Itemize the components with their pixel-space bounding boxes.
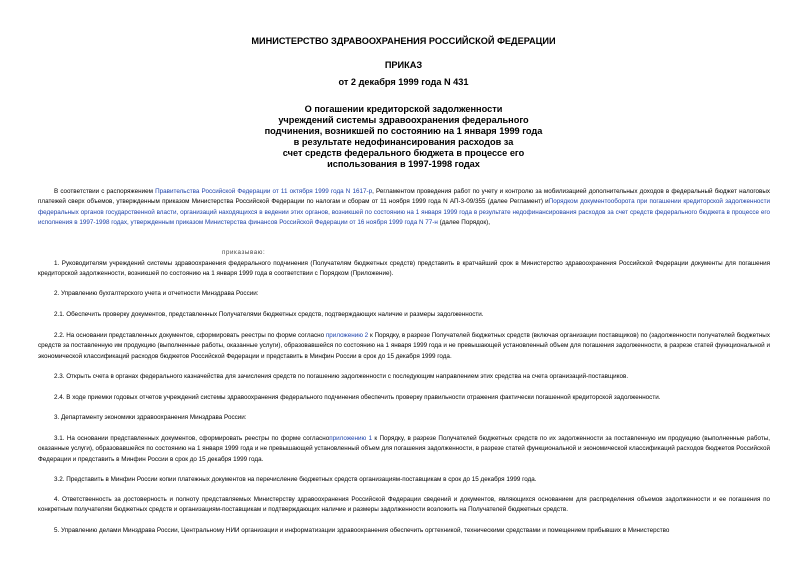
subject-line: счет средств федерального бюджета в процессе его bbox=[282, 148, 525, 158]
paragraph-1: 1. Руководителям учреждений системы здравоохранения федерального подчинения (Получателям бюджетных средств) представить в кратчайший срок в Министерство здравоохранения Российской Федерации документы для погашения кредиторской задолженности, возникшей по состоянию на 1 января 1999 года в соответствии с Порядком (Приложение). bbox=[38, 260, 770, 278]
government-order-link[interactable]: Правительства Российской Федерации от 11 октября 1999 года N 1617-р bbox=[155, 188, 373, 195]
subject-line: подчинения, возникшей по состоянию на 1 января 1999 года bbox=[264, 126, 543, 136]
subject-line: учреждений системы здравоохранения федерального bbox=[278, 115, 529, 125]
subject-line: О погашении кредиторской задолженности bbox=[304, 104, 503, 114]
doc-date-number: от 2 декабря 1999 года N 431 bbox=[338, 77, 469, 87]
appendix-1-link[interactable]: приложению 1 bbox=[329, 435, 373, 442]
paragraph-4: 4. Ответственность за достоверность и полноту представляемых Министерству здравоохранения Российской Федерации сведений и документов, являющихся основанием для распределения объемов задолженности и ее погашения по конкретным получателям бюджетных средств и организациям-поставщикам и подтверждающих наличие и размеры задолженности возложить на Получателей бюджетных средств. bbox=[38, 496, 770, 514]
paragraph-3: 3. Департаменту экономики здравоохранения Минздрава России: bbox=[54, 414, 247, 421]
doc-subject bbox=[0, 104, 807, 170]
paragraph-2-3: 2.3. Открыть счета в органах федерального казначейства для зачисления средств по погашению задолженности с последующим направлением этих средства на счета организаций-поставщиков. bbox=[54, 373, 629, 380]
prikazyvayu-label: приказываю: bbox=[222, 249, 266, 256]
paragraph-2: 2. Управлению бухгалтерского учета и отчетности Минздрава России: bbox=[54, 290, 259, 297]
paragraph-3-1: 3.1. На основании представленных документов, сформировать реестры по форме согласноприложению 1 к Порядку, в разрезе Получателей бюджетных средств по их задолженности за поставленную им продукцию (выполненные работы, оказанные услуги), образовавшейся по состоянию на 1 января 1999 года и не превышающей установленный объем для погашения задолженности, в разрезе статей функциональной и экономической классификаций расходов бюджетов Российской Федерации и представить в Минфин России в срок до 15 декабря 1999 года. bbox=[38, 435, 770, 463]
ministry-title: МИНИСТЕРСТВО ЗДРАВООХРАНЕНИЯ РОССИЙСКОЙ ФЕДЕРАЦИИ bbox=[251, 36, 556, 46]
preamble-paragraph: В соответствии с распоряжением Правительства Российской Федерации от 11 октября 1999 года N 1617-р, Регламентом проведения работ по учету и контролю за мобилизацией дополнительных доходов в федеральный бюджет налоговых платежей сверх объемов, утвержденным приказом Министерства Российской Федерации по налогам и сборам от 11 ноября 1999 года N АП-3-09/355 (далее Регламент) иПорядком документооборота при погашении кредиторской задолженности федеральных органов государственной власти, организаций находящихся в ведении этих органов, возникшей по состоянию на 1 января 1999 года в результате недофинансирования расходов за счет средств федерального бюджета в процессе его исполнения в 1997-1998 годах, утвержденным приказом Министерства финансов Российской Федерации от 16 ноября 1999 года N 77-н (далее Порядок), bbox=[38, 188, 770, 227]
paragraph-2-2: 2.2. На основании представленных документов, сформировать реестры по форме согласно приложению 2 к Порядку, в разрезе Получателей бюджетных средств (включая организации поставщиков) по (задолженности получателей бюджетных средств за поставленную им продукцию (выполненные работы, оказанные услуги), образовавшейся по состоянию на 1 января 1999 года и не превышающей установленный объем для погашения задолженности, в разрезе статей функциональной и экономической классификаций расходов бюджетов Российской Федерации и представить в Минфин России в срок до 15 декабря 1999 года. bbox=[38, 332, 770, 360]
paragraph-2-4: 2.4. В ходе приемки годовых отчетов учреждений системы здравоохранения федерального подчинения обеспечить проверку правильности отражения фактически погашенной кредиторской задолженности. bbox=[54, 394, 661, 401]
paragraph-5: 5. Управлению делами Минздрава России, Центральному НИИ организации и информатизации здравоохранения обеспечить оргтехникой, техническими средствами и помещением прибывших в Министерство bbox=[54, 527, 670, 534]
subject-line: использования в 1997-1998 годах bbox=[327, 159, 480, 169]
appendix-2-link[interactable]: приложению 2 bbox=[325, 332, 369, 339]
procedure-link[interactable]: Порядком документооборота при погашении кредиторской задолженности федеральных органов государственной власти, организаций находящихся в ведении этих органов, возникшей по состоянию на 1 января 1999 года в результате недофинансирования расходов за счет средств федерального бюджета в процессе его исполнения в 1997-1998 годах, утвержденным приказом Министерства финансов Российской Федерации от 16 ноября 1999 года N 77-н bbox=[38, 198, 770, 227]
subject-line: в результате недофинансирования расходов за bbox=[293, 137, 514, 147]
paragraph-2-1: 2.1. Обеспечить проверку документов, представленных Получателями бюджетных средств, подтверждающих наличие и размеры задолженности. bbox=[54, 311, 484, 318]
doc-type: ПРИКАЗ bbox=[384, 60, 423, 70]
paragraph-3-2: 3.2. Представить в Минфин России копии платежных документов на перечисление бюджетных средств организациям-поставщикам в срок до 15 декабря 1999 года. bbox=[54, 476, 537, 483]
